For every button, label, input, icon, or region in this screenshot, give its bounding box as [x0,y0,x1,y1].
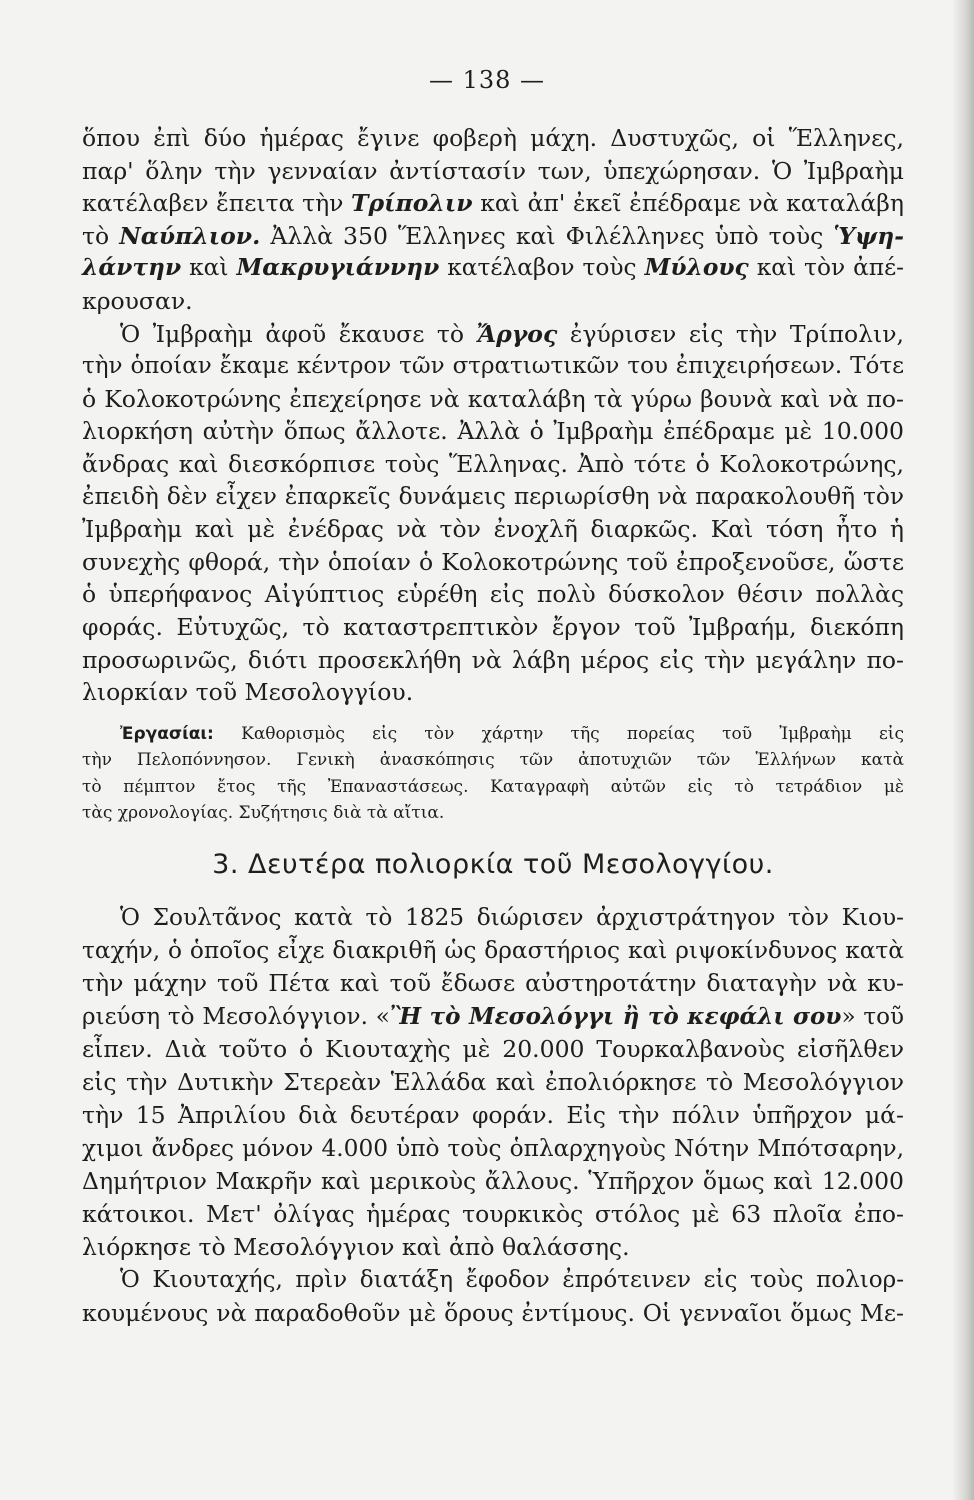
person-name-makrygiannis: Μακρυγιάννην [236,254,440,282]
text-line: κουμένους νὰ παραδοθοῦν μὲ ὅρους ἐντίμους. Οἱ γενναῖοι ὅμως Με- [82,1298,904,1327]
text-line: τὰς χρονολογίας. Συζήτησις διὰ τὰ αἴτια. [82,803,445,824]
text-line: ὁ Κολοκοτρώνης ἐπεχείρησε νὰ καταλάβη τὰ γύρω βουνὰ καὶ νὰ πο- [82,384,904,413]
text-line: ἐπειδὴ δὲν εἶχεν ἐπαρκεῖς δυνάμεις περιωρίσθη νὰ παρακολουθῆ τὸν [82,482,904,510]
text-line: Ἰμβραὴμ καὶ μὲ ἐνέδρας νὰ τὸν ἐνοχλῆ διαρκῶς. Καὶ τόση ἦτο ἡ [82,515,904,544]
text-line: ταχήν, ὁ ὁποῖος εἶχε διακριθῆ ὡς δραστήριος καὶ ριψοκίνδυνος κατὰ [82,936,904,964]
paragraph-2 [82,318,904,709]
text-line: τὴν ὁποίαν ἔκαμε κέντρον τῶν στρατιωτικῶν του ἐπιχειρήσεων. Τότε [82,353,904,380]
text-line: τὴν Πελοπόννησον. Γενικὴ ἀνασκόπησις τῶν ἀποτυχιῶν τῶν Ἑλλήνων κατὰ [82,750,904,771]
text-line: χιμοι ἄνδρες μόνον 4.000 ὑπὸ τοὺς ὁπλαρχηγοὺς Νότην Μπότσαρην, [82,1134,904,1162]
text-line: κρουσαν. [82,286,193,315]
text-line: εἶπεν. Διὰ τοῦτο ὁ Κιουταχὴς μὲ 20.000 Τουρκαλβανοὺς εἰσῆλθεν [82,1034,904,1063]
text-line: Ὁ Ἰμβραὴμ ἀφοῦ ἔκαυσε τὸ Ἄργος ἐγύρισεν εἰς τὴν Τρίπολιν, [120,319,904,348]
exercises-heading: Ἐργασίαι: [120,723,214,744]
text-line: λιορκήση αὐτὴν ὅπως ἄλλοτε. Ἀλλὰ ὁ Ἰμβραὴμ ἐπέδραμε μὲ 10.000 [82,417,904,446]
text-line: λιόρκησε τὸ Μεσολόγγιον καὶ ἀπὸ θαλάσσης. [82,1232,630,1261]
text-line: παρ' ὅλην τὴν γενναίαν ἀντίστασίν των, ὑπεχώρησαν. Ὁ Ἰμβραὴμ [82,156,904,185]
section-title: 3. Δευτέρα πολιορκία τοῦ Μεσολογγίου. [212,848,774,880]
person-name-ypsilantis: Ὑψη- [833,221,904,250]
text-line: Ὁ Κιουταχής, πρὶν διατάξη ἔφοδον ἐπρότεινεν εἰς τοὺς πολιορ- [120,1266,904,1293]
text-line: Ἐργασίαι: Καθορισμὸς εἰς τὸν χάρτην τῆς πορείας τοῦ Ἰμβραὴμ εἰς [120,723,904,744]
text-line: τὴν 15 Ἀπριλίου διὰ δευτέραν φοράν. Εἰς τὴν πόλιν ὑπῆρχον μά- [82,1100,904,1129]
place-name-myloi: Μύλους [644,254,749,282]
text-line: ὅπου ἐπὶ δύο ἡμέρας ἔγινε φοβερὴ μάχη. Δυστυχῶς, οἱ Ἕλληνες, [82,124,904,152]
paragraph-1 [82,122,904,318]
text-line: ἄνδρας καὶ διεσκόρπισε τοὺς Ἕλληνας. Ἀπὸ τότε ὁ Κολοκοτρώνης, [82,449,904,478]
text-line: κάτοικοι. Μετ' ὀλίγας ἡμέρας τουρκικὸς στόλος μὲ 63 πλοῖα ἐπο- [82,1199,904,1228]
paragraph-3 [82,901,904,1264]
page-edge-shadow [952,0,974,1500]
text-line: Ὁ Σουλτᾶνος κατὰ τὸ 1825 διώρισεν ἀρχιστράτηγον τὸν Κιου- [120,903,904,931]
text-line: Δημήτριον Μακρῆν καὶ μερικοὺς ἄλλους. Ὑπῆρχον ὅμως καὶ 12.000 [82,1166,904,1195]
text-line: τὴν μάχην τοῦ Πέτα καὶ τοῦ ἔδωσε αὐστηροτάτην διαταγὴν νὰ κυ- [82,968,904,997]
text-line: λιορκίαν τοῦ Μεσολογγίου. [82,678,414,707]
body-text [82,122,904,1330]
text-line: τὸ πέμπτον ἔτος τῆς Ἐπαναστάσεως. Καταγραφὴ αὐτῶν εἰς τὸ τετράδιον μὲ [82,776,904,797]
text-line: ριεύση τὸ Μεσολόγγιον. «Ἢ τὸ Μεσολόγγι ἢ τὸ κεφάλι σου» τοῦ [82,1002,905,1030]
text-line: τὸ Ναύπλιον. Ἀλλὰ 350 Ἕλληνες καὶ Φιλέλληνες ὑπὸ τοὺς Ὑψη- [82,221,904,250]
text-line: φοράς. Εὐτυχῶς, τὸ καταστρεπτικὸν ἔργον τοῦ Ἰμβραήμ, διεκόπη [82,612,904,641]
quote-mesolongi: Ἢ τὸ Μεσολόγγι ἢ τὸ κεφάλι σου [389,1002,842,1030]
text-line: εἰς τὴν Δυτικὴν Στερεὰν Ἑλλάδα καὶ ἐπολιόρκησε τὸ Μεσολόγγιον [82,1067,904,1096]
place-name-nafplio: Ναύπλιον. [119,221,261,250]
text-line: κατέλαβεν ἔπειτα τὴν Τρίπολιν καὶ ἀπ' ἐκεῖ ἐπέδραμε νὰ καταλάβη [82,189,904,218]
text-line: συνεχὴς φθορά, τὴν ὁποίαν ὁ Κολοκοτρώνης τοῦ ἐπροξενοῦσε, ὥστε [82,547,904,576]
text-line: λάντην καὶ Μακρυγιάννην κατέλαβον τοὺς Μύλους καὶ τὸν ἀπέ- [82,254,905,282]
page-number: — 138 — [428,66,546,94]
text-line: ὁ ὑπερήφανος Αἰγύπτιος εὑρέθη εἰς πολὺ δύσκολον θέσιν πολλὰς [82,580,904,609]
paragraph-4 [82,1264,904,1330]
exercises-block [82,721,904,827]
place-name-tripoli: Τρίπολιν [351,189,473,218]
place-name-argos: Ἄργος [476,319,558,348]
text-line: προσωρινῶς, διότι προσεκλήθη νὰ λάβη μέρος εἰς τὴν μεγάλην πο- [82,645,904,674]
